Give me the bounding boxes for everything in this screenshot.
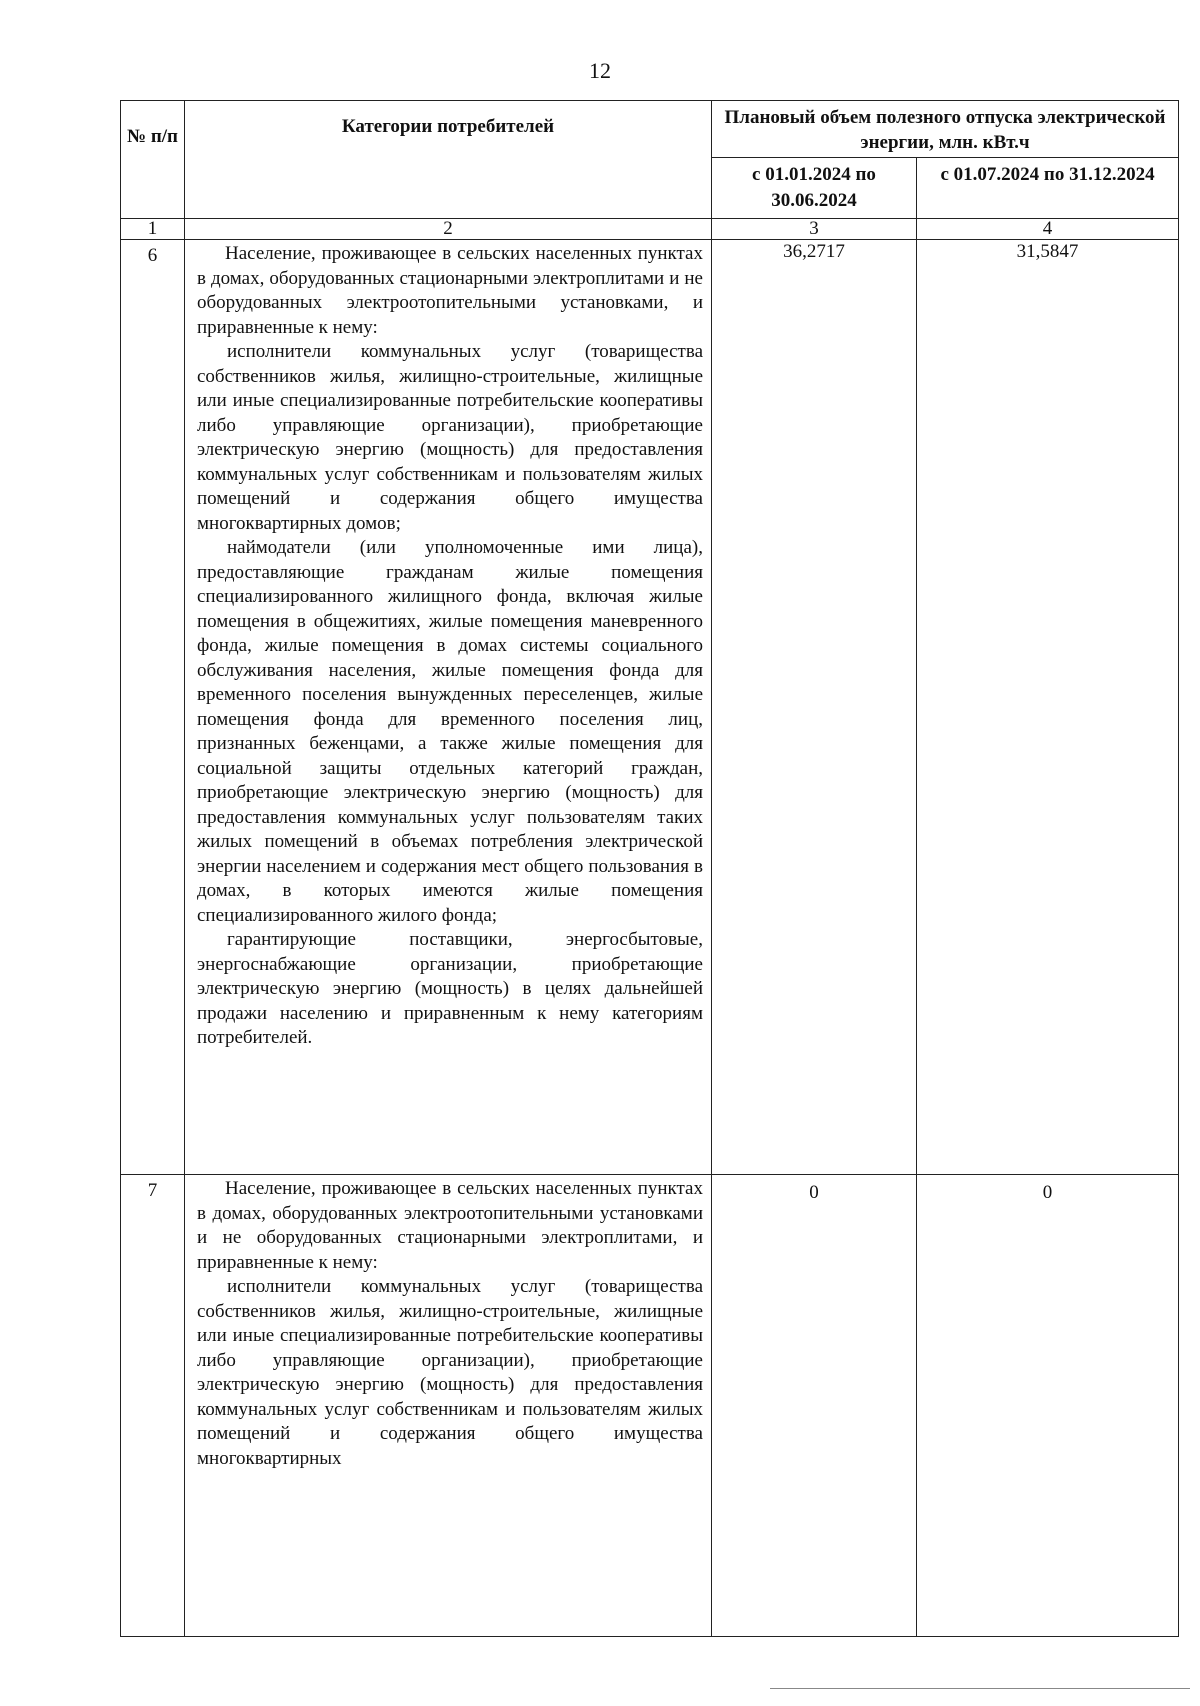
header-period-2: с 01.07.2024 по 31.12.2024 xyxy=(917,158,1179,219)
value-period-2: 0 xyxy=(917,1175,1179,1637)
description-paragraph: Население, проживающее в сельских населенных пунктах в домах, оборудованных электроотопительными установками и не оборудованных стационарными электроплитами, и приравненные к нему: xyxy=(197,1178,703,1273)
description-paragraph: исполнители коммунальных услуг (товарищества собственников жилья, жилищно-строительные, жилищные или иные специализированные потребительские кооперативы либо управляющие организации), приобретающие электрическую энергию (мощность) для предоставления коммунальных услуг собственникам и пользователям жилых помещений и содержания общего имущества многоквартирных xyxy=(197,1276,703,1469)
value-period-1: 0 xyxy=(712,1175,917,1637)
consumption-table xyxy=(120,100,1179,1637)
description-paragraph: гарантирующие поставщики, энергосбытовые, энергоснабжающие организации, приобретающие электрическую энергию (мощность) в целях дальнейшей продажи населению и приравненным к нему категориям потребителей. xyxy=(197,929,703,1048)
column-number: 1 xyxy=(121,219,185,240)
row-description xyxy=(185,240,712,1175)
column-number: 4 xyxy=(917,219,1179,240)
table-header-row xyxy=(121,101,1179,158)
page-bottom-rule xyxy=(770,1688,1190,1689)
description-paragraph: Население, проживающее в сельских населенных пунктах в домах, оборудованных стационарными электроплитами и не оборудованных электроотопительными установками, и приравненные к нему: xyxy=(197,243,703,338)
header-volume: Плановый объем полезного отпуска электрической энергии, млн. кВт.ч xyxy=(712,101,1179,158)
header-category: Категории потребителей xyxy=(185,101,712,219)
column-number: 2 xyxy=(185,219,712,240)
row-description xyxy=(185,1175,712,1637)
table-row xyxy=(121,240,1179,1175)
header-period-1: с 01.01.2024 по 30.06.2024 xyxy=(712,158,917,219)
row-number: 6 xyxy=(121,240,185,1175)
column-number: 3 xyxy=(712,219,917,240)
column-number-row xyxy=(121,219,1179,240)
value-period-2: 31,5847 xyxy=(917,240,1179,1175)
table-row xyxy=(121,1175,1179,1637)
value-period-1: 36,2717 xyxy=(712,240,917,1175)
row-number: 7 xyxy=(121,1175,185,1637)
description-paragraph: наймодатели (или уполномоченные ими лица), предоставляющие гражданам жилые помещения специализированного жилищного фонда, включая жилые помещения в общежитиях, жилые помещения маневренного фонда, жилые помещения в домах системы социального обслуживания населения, жилые помещения фонда для временного поселения вынужденных переселенцев, жилые помещения фонда для временного поселения лиц, признанных беженцами, а также жилые помещения для социальной защиты отдельных категорий граждан, приобретающие электрическую энергию (мощность) для предоставления коммунальных услуг пользователям таких жилых помещений в объемах потребления электрической энергии населением и содержания мест общего пользования в домах, в которых имеются жилые помещения специализированного жилого фонда; xyxy=(197,537,703,926)
page-number: 12 xyxy=(589,58,611,83)
description-paragraph: исполнители коммунальных услуг (товарищества собственников жилья, жилищно-строительные, жилищные или иные специализированные потребительские кооперативы либо управляющие организации), приобретающие электрическую энергию (мощность) для предоставления коммунальных услуг собственникам и пользователям жилых помещений и содержания общего имущества многоквартирных домов; xyxy=(197,341,703,534)
header-num: № п/п xyxy=(121,101,185,219)
